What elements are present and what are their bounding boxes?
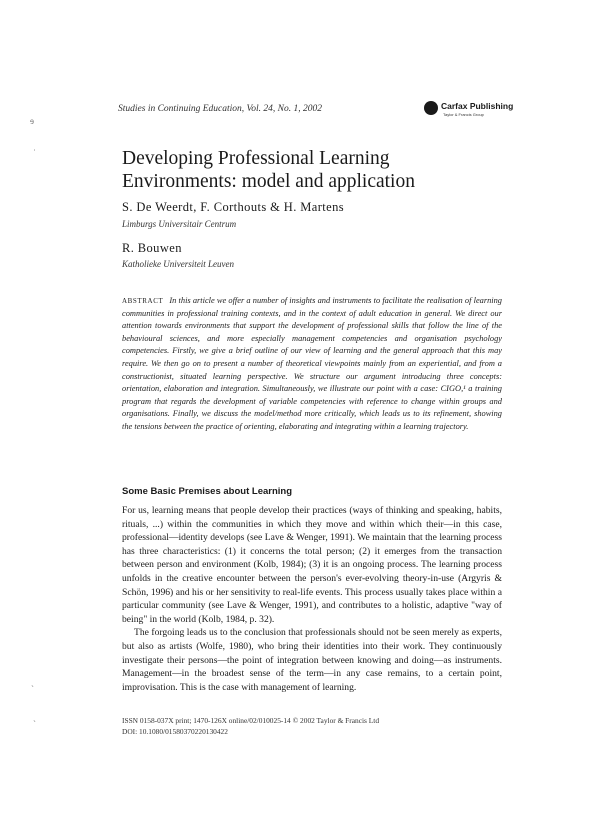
margin-mark: ɘ: [30, 116, 34, 126]
publisher-name: Carfax Publishing: [441, 101, 514, 111]
paper-title-line1: Developing Professional Learning: [122, 148, 390, 169]
author-group-1: S. De Weerdt, F. Corthouts & H. Martens: [122, 200, 345, 214]
issn-line: ISSN 0158-037X print; 1470-126X online/02/010025-14 © 2002 Taylor & Francis Ltd: [122, 716, 380, 725]
paper-title-line2: Environments: model and application: [122, 171, 415, 192]
doi-line: DOI: 10.1080/01580370220130422: [122, 726, 228, 736]
publisher-dot-icon: [424, 101, 438, 115]
abstract: [122, 295, 502, 434]
section-heading: Some Basic Premises about Learning: [122, 486, 293, 497]
affiliation-2: Katholieke Universiteit Leuven: [122, 259, 234, 269]
paper-title: [122, 147, 542, 193]
abstract-label: ABSTRACT: [122, 297, 164, 305]
affiliation-1: Limburgs Universitair Centrum: [122, 219, 237, 229]
margin-mark: ˎ: [31, 677, 34, 687]
body-paragraph: The forgoing leads us to the conclusion that professionals should not be seen merely as experts, but also as artists (Wolfe, 1980), who bring their identities into their work. They continuously investigate their persons—the point of integration between knowing and doing—as instruments. Management—in the broadest sense of the term—in any case remains, to a certain point, improvisation. This is the case with management of learning.: [122, 627, 502, 693]
author-group-2: R. Bouwen: [122, 241, 182, 255]
publisher-logo: [424, 101, 544, 125]
margin-mark: ˙: [33, 148, 36, 158]
journal-citation: Studies in Continuing Education, Vol. 24, No. 1, 2002: [118, 104, 322, 114]
body-text: [122, 504, 502, 694]
page-footer: [122, 716, 379, 737]
margin-mark: ˎ: [33, 712, 36, 722]
publisher-subname: Taylor & Francis Group: [443, 112, 484, 117]
abstract-text: In this article we offer a number of insights and instruments to facilitate the realisation of learning communities in professional training contexts, and in the context of adult education in general. We direct our attention towards environments that support the development of professional skills that follow the line of the behavioural sciences, and more especially management competencies and organisation psychology competencies. Firstly, we give a brief outline of our view of learning and the general approach that this may require. We then go on to present a number of theoretical viewpoints mainly from an experiential, and from a constructionist, situated learning perspective. We structure our argument introducing three concepts: orientation, elaboration and integration. Simultaneously, we illustrate our point with a case: CIGO,¹ a training program that regards the development of variable competencies with reference to change within groups and organisations. Finally, we discuss the model/method more critically, which leads us to its refinement, showing the tensions between the practice of orienting, elaborating and integrating within a learning trajectory.: [122, 296, 502, 431]
body-paragraph: For us, learning means that people develop their practices (ways of thinking and speaking, habits, rituals, ...) within the communities in which they move and within which their—in this case, professional—identity develops (see Lave & Wenger, 1991). We maintain that the learning process has three characteristics: (1) it concerns the total person; (2) it emerges from the transaction between person and environment (Kolb, 1984); (3) it is an ongoing process. The learning process unfolds in the creative encounter between the person's ever-evolving theory-in-use (Argyris & Schön, 1996) and his or her sensitivity to real-life events. This process usually takes place within a particular community (see Lave & Wenger, 1991), and contributes to a holistic, adaptive "way of being" in the world (Kolb, 1984, p. 32).: [122, 505, 502, 625]
